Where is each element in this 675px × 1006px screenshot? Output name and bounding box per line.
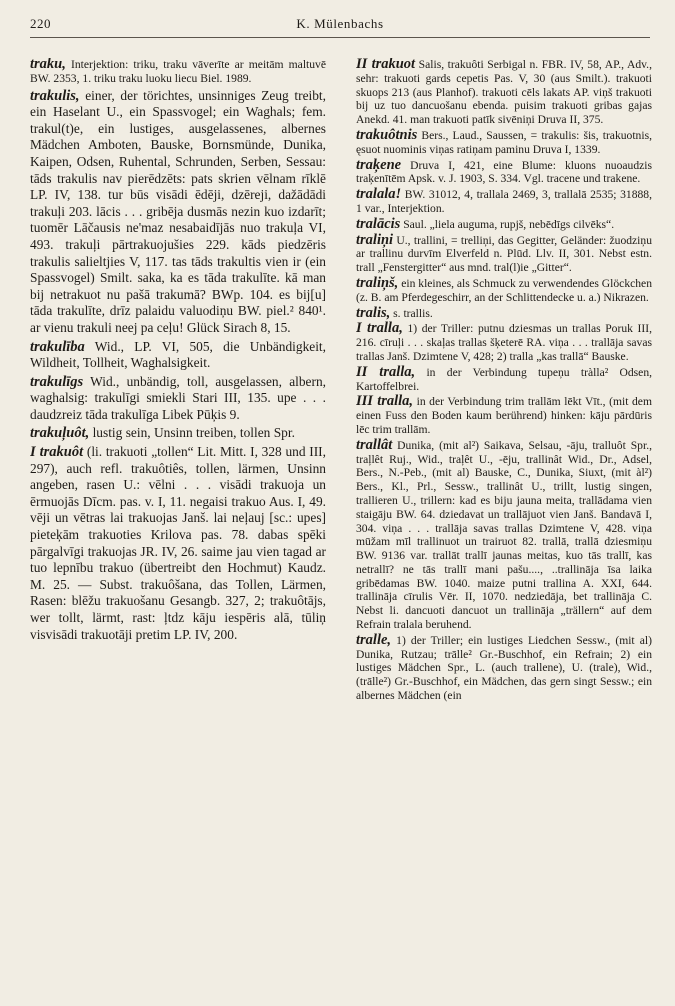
dictionary-entry bbox=[30, 88, 326, 337]
entry-text: Dunika, (mit al²) Saikava, Selsau, -āju, tralluôt Spr., traļlêt Ruj., Wid., traļêt U., -ēju, trallinât Wid., Dr., Adsel, Bers., N.-Peb., (mit al) Bauske, C., Dunika, Siuxt, (mit àl²) Bers., Kl., Prl., Sessw., trallinât U., trillt, lustig singen, trallieren U., trillern: kad es biju jauna meita, trallādama vien staigāju BW. 64. dziedavat un trallājuot vien Janš. Bandavā I, 304. viņa . . . trallāja savas trallas Dzimtene V, 428. viņa mūžam mīl trallinuot un trairuot 82. trallā, trallā dziesmiņu BW. 9136 var. trallāt trallī jaunas meitas, kuo tās trallī, kas netrallī? ne tās trallī mani pašu...., ..trallināja īsa laika gribēdamas BW. 1040. maize putni trallina A. XXI, 644. trallināja cīrulis Vēr. II, 1070. nedziedāja, bet trallināja C. Nebst li. dancuoti dancuot un trallināja „trällern“ auf dem Refrain tralala beruhend. bbox=[356, 438, 652, 632]
entry-text: 1) der Triller; ein lustiges Liedchen Sessw., (mit al) Dunika, Rutzau; trālle² Gr.-Buschhof, ein Refrain; 2) ein lustiges Mädchen Spr., L. (auch trallene), U. (trale), Wid., (trālle²) Gr.-Buschhof, ein Mädchen, das gern singt Sessw.; ein albernes Mädchen (ein bbox=[356, 633, 652, 703]
entry-text: Wid., unbändig, toll, ausgelassen, albern, waghalsig: trakulīgi smiekli Stari III, 135. upe . . . daudzreiz tāda trakulīga Libek Pūķis 9. bbox=[30, 373, 326, 422]
left-column bbox=[30, 58, 326, 988]
entry-headword: tralācis bbox=[356, 215, 401, 232]
page-header bbox=[30, 16, 650, 42]
entry-text: in der Verbindung trim trallām lēkt Vīt., (mit dem einen Fuss den Boden kaum berührend) hinken: kāju pārdūris lēc trim trallām. bbox=[356, 395, 652, 436]
dictionary-entry bbox=[356, 631, 652, 703]
entry-headword: II tralla, bbox=[356, 363, 416, 380]
entry-text: Salis, trakuôti Serbigal n. FBR. IV, 58, AP., Adv., sehr: trakuoti gards cepetis Pas. V, 30 (aus Smilt.). trakuoti skuops 213 (aus Planhof). trakuoti cēls lakats AP. viņš trakuoti bij uz tuo dancuošanu ebenda. puisim trakuoti gribas gajas Anekd. 41. man trakuoti patīk sivēniņi Druva II, 375. bbox=[356, 58, 652, 127]
dictionary-entry bbox=[30, 425, 326, 442]
entry-text: (li. trakuoti „tollen“ Lit. Mitt. I, 328 und III, 297), auch refl. trakuôtiês, tollen, lärmen, Unsinn angeben, rasen U.: vēlni . . . visādi trakuoja un ērmuojās Dīcm. pas. v. I, 11. negaisi trakuo Aus. I, 49. vēji un vētras lai trakuojas Janš. lai neļauj [sc.: upes] pieteķām trakuoties Krilova pas. 78. dabas spēki pārgalvīgi trakuojas JR. IV, 26. saime jau vien tagad ar tuo lepnību trakuo (übertreibt den Hochmut) Kaudz. M. 25. — Subst. trakuôšana, das Tollen, Lärmen, Rasen: blēžu trakuošanu Gesangb. 327, 2; trakuôtājs, wer tollt, lärmt, rast: ļtdz kāju iespēris alā, tūliņ visvisādi trakuotāji pretim LP. IV, 200. bbox=[30, 444, 326, 642]
dictionary-entry bbox=[356, 395, 652, 436]
entry-text: U., trallini, = trelliņi, das Gegitter, Geländer: žuodziņu ar trallinu durvīm Elverfeld n. Plūd. Llv. II, 301. Nebst estn. trall „Fenstergitter“ aus mnd. tral(l)ie „Gitter“. bbox=[356, 233, 652, 275]
entry-headword: trallât bbox=[356, 436, 393, 453]
entry-text: einer, der törichtes, unsinniges Zeug treibt, ein Haselant U., ein Spassvogel; ein Waghals; fem. trakul(t)e, ein lustiges, ausgelassenes, albernes Mädchen Amboten, Bauske, Bornsmünde, Dunika, Kaipen, Odsen, Ruhental, Schrunden, Serben, Sessau: tāds trakulis nav pierēdzēts: pats skrien vēlnam rīklē LP. IV, 138. tur būs visādi ēdēji, dzēreji, dažādādi trakuļi 203. lācis . . . gribēja dusmās nezin kuo izdarīt; tuomēr Lāčausis ne'maz nesabaidījās nuo trakuļa VI, 493. trakuļi pārtrakuojušies 229. kāds piedzēris trakulis salieltjies V, 117. tas tāds trakultis vien ir (ein Spassvogel) Smilt. saka, ka es tāda trakulīte. kā man bij netrakuot nu pašā trakumā? BWp. 104. es bij[u] tāda trakulīte, drīz palaidu valuodiņu BW. piel.² 840¹. ar vienu trakuli neej pa ceļu! Glück Sirach 8, 15. bbox=[30, 87, 326, 335]
dictionary-entry bbox=[30, 374, 326, 424]
header-rule bbox=[30, 37, 650, 38]
entry-headword: III tralla, bbox=[356, 393, 414, 410]
dictionary-entry bbox=[30, 444, 326, 643]
dictionary-entry bbox=[30, 339, 326, 372]
dictionary-entry bbox=[356, 274, 652, 305]
dictionary-entry bbox=[356, 126, 652, 157]
entry-headword: tralala! bbox=[356, 186, 402, 203]
dictionary-entry bbox=[356, 156, 652, 187]
entry-text: Bers., Laud., Saussen, = trakulis: šis, trakuotnis, ęsuot nuominis viņas ratiņam paminu Druva I, 1339. bbox=[356, 128, 652, 156]
right-column bbox=[356, 58, 652, 988]
dictionary-entry bbox=[356, 215, 652, 232]
entry-text: in der Verbindung tupeņu tràlla² Odsen, Kartoffelbrei. bbox=[356, 365, 652, 393]
entry-headword: traku, bbox=[30, 58, 66, 72]
dictionary-entry bbox=[356, 363, 652, 394]
dictionary-entry bbox=[30, 58, 326, 86]
entry-headword: tralis, bbox=[356, 304, 391, 321]
entry-headword: trakulīgs bbox=[30, 373, 84, 390]
entry-headword: trakuôtnis bbox=[356, 126, 418, 143]
dictionary-entry bbox=[356, 231, 652, 275]
entry-headword: trakulība bbox=[30, 338, 85, 355]
entry-headword: I tralla, bbox=[356, 320, 403, 337]
dictionary-entry bbox=[356, 188, 652, 216]
page-number: 220 bbox=[30, 16, 51, 31]
dictionary-entry bbox=[356, 304, 652, 321]
entry-text: Wid., LP. VI, 505, die Unbändigkeit, Wildheit, Tollheit, Waghalsigkeit. bbox=[30, 338, 326, 371]
entry-text: lustig sein, Unsinn treiben, tollen Spr. bbox=[89, 425, 295, 441]
entry-text: Druva I, 421, eine Blume: kluons nuoaudzis traķenītēm Apsk. v. J. 1903, S. 334. Vgl. tracene und trakene. bbox=[356, 158, 652, 186]
entry-text: ein kleines, als Schmuck zu verwendendes Glöckchen (z. B. am Pferdegeschirr, an der Schlittendecke u. a.) Nikrazen. bbox=[356, 276, 652, 304]
entry-text: Saul. „liela auguma, rupjš, nebēdīgs cilvēks“. bbox=[400, 217, 615, 231]
entry-text: 1) der Triller: putnu dziesmas un trallas Poruk III, 216. cīruļi . . . skaļas trallas šķeterē RA. viņa . . . trallāja savas trallas Janš. Dzimtene V, 428; 2) tralla „kas trallā“ Bauske. bbox=[356, 322, 652, 363]
entry-headword: trakulis, bbox=[30, 87, 80, 104]
entry-headword: tralle, bbox=[356, 631, 392, 648]
entry-text: s. trallis. bbox=[390, 306, 433, 320]
running-title: K. Mülenbachs bbox=[296, 16, 384, 31]
dictionary-entry bbox=[356, 58, 652, 127]
entry-headword: traliņi bbox=[356, 231, 394, 248]
entry-headword: traliņš, bbox=[356, 274, 399, 291]
entry-text: BW. 31012, 4, trallala 2469, 3, trallalā 2535; 31888, 1 var., Interjektion. bbox=[356, 188, 652, 215]
entry-headword: II trakuot bbox=[356, 58, 416, 72]
dictionary-entry bbox=[356, 322, 652, 363]
entry-headword: I trakuôt bbox=[30, 444, 84, 461]
entry-headword: trakuļuôt, bbox=[30, 425, 90, 442]
dictionary-entry bbox=[356, 436, 652, 632]
entry-text: Interjektion: triku, traku vāverīte ar meitām maltuvē BW. 2353, 1. triku traku luoku liecu Biel. 1989. bbox=[30, 58, 326, 85]
entry-headword: traķene bbox=[356, 156, 402, 173]
